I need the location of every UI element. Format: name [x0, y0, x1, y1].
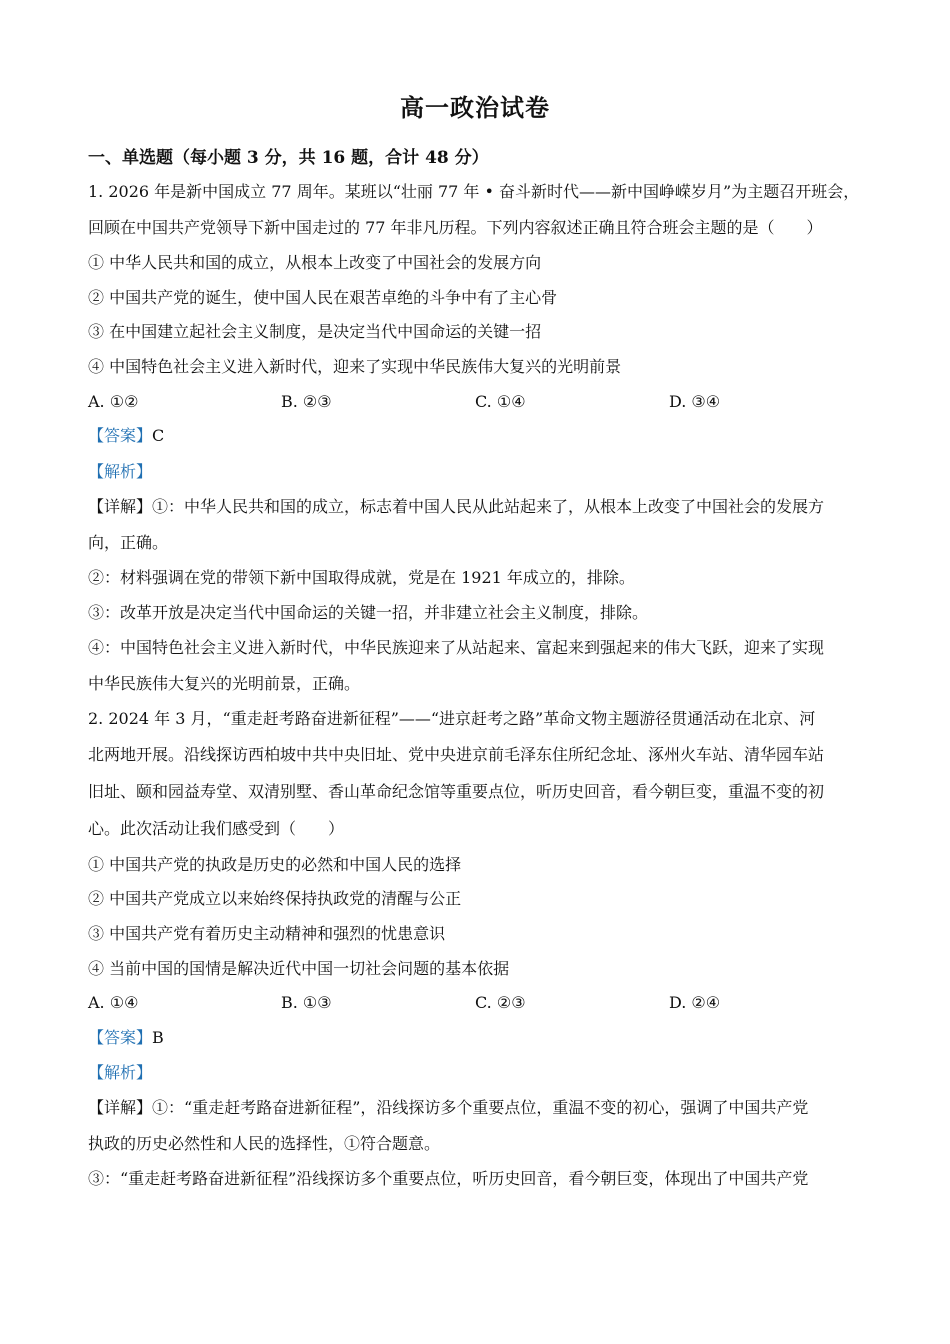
q1-detail-line-2: 向，正确。 [88, 533, 169, 552]
q1-analysis-tag [88, 460, 868, 484]
q2-detail-line-3: ③：“重走赶考路奋进新征程”沿线探访多个重要点位，听历史回音，看今朝巨变，体现出了中国共产党 [88, 1169, 809, 1188]
answer-tag: 【答案】 [88, 426, 153, 445]
q1-stem-line-1: 1. 2026 年是新中国成立 77 周年。某班以“壮丽 77 年 • 奋斗新时代——新中国峥嵘岁月”为主题召开班会， [88, 182, 860, 201]
q2-statement-2: ② 中国共产党成立以来始终保持执政党的清醒与公正 [88, 889, 462, 908]
q1-detail-line-3: ②：材料强调在党的带领下新中国取得成就，党是在 1921 年成立的，排除。 [88, 568, 635, 587]
q1-statement-2: ② 中国共产党的诞生，使中国人民在艰苦卓绝的斗争中有了主心骨 [88, 288, 558, 307]
q2-stem-line-2: 北两地开展。沿线探访西柏坡中共中央旧址、党中央进京前毛泽东住所纪念址、涿州火车站、清华园车站 [88, 745, 825, 764]
q1-detail-line-4: ③：改革开放是决定当代中国命运的关键一招，并非建立社会主义制度，排除。 [88, 603, 649, 622]
analysis-tag: 【解析】 [88, 1063, 153, 1082]
answer-value: C [152, 426, 165, 445]
q2-statement-4: ④ 当前中国的国情是解决近代中国一切社会问题的基本依据 [88, 959, 510, 978]
q1-detail-line-1 [88, 495, 868, 519]
detail-tag: 【详解】 [88, 497, 153, 516]
q1-option-d: D. ③④ [669, 392, 721, 411]
document-title: 高一政治试卷 [400, 93, 550, 122]
q2-option-a: A. ①④ [88, 993, 139, 1012]
answer-tag: 【答案】 [88, 1028, 153, 1047]
q2-option-c: C. ②③ [475, 993, 526, 1012]
q2-stem-line-1: 2. 2024 年 3 月，“重走赶考路奋进新征程”——“进京赶考之路”革命文物主题游径贯通活动在北京、河 [88, 709, 816, 728]
q1-detail-line-5: ④：中国特色社会主义进入新时代，中华民族迎来了从站起来、富起来到强起来的伟大飞跃，迎来了实现 [88, 638, 825, 657]
detail-tag: 【详解】 [88, 1098, 153, 1117]
q1-statement-1: ① 中华人民共和国的成立，从根本上改变了中国社会的发展方向 [88, 253, 542, 272]
q1-detail-line-6: 中华民族伟大复兴的光明前景，正确。 [88, 674, 361, 693]
q2-option-b: B. ①③ [281, 993, 332, 1012]
q2-statement-1: ① 中国共产党的执政是历史的必然和中国人民的选择 [88, 855, 462, 874]
analysis-tag: 【解析】 [88, 462, 153, 481]
q1-option-b: B. ②③ [281, 392, 332, 411]
section-heading: 一、单选题（每小题 3 分，共 16 题，合计 48 分） [88, 148, 489, 168]
detail-text: ①：“重走赶考路奋进新征程”，沿线探访多个重要点位，重温不变的初心，强调了中国共产党 [152, 1098, 809, 1117]
q2-stem-line-4: 心。此次活动让我们感受到（ ） [88, 819, 345, 838]
q1-answer [88, 424, 868, 448]
q2-statement-3: ③ 中国共产党有着历史主动精神和强烈的忧患意识 [88, 924, 446, 943]
q1-statement-3: ③ 在中国建立起社会主义制度，是决定当代中国命运的关键一招 [88, 322, 542, 341]
q1-option-c: C. ①④ [475, 392, 526, 411]
q2-stem-line-3: 旧址、颐和园益寿堂、双清别墅、香山革命纪念馆等重要点位，听历史回音，看今朝巨变，重温不变的初 [88, 782, 825, 801]
q1-stem-line-2: 回顾在中国共产党领导下新中国走过的 77 年非凡历程。下列内容叙述正确且符合班会主题的是（ ） [88, 218, 823, 237]
answer-value: B [152, 1028, 164, 1047]
q2-detail-line-2: 执政的历史必然性和人民的选择性，①符合题意。 [88, 1134, 441, 1153]
q2-answer [88, 1026, 868, 1050]
detail-text: ①：中华人民共和国的成立，标志着中国人民从此站起来了，从根本上改变了中国社会的发展方 [152, 497, 825, 516]
q2-analysis-tag [88, 1061, 868, 1085]
q2-detail-line-1 [88, 1096, 868, 1120]
q1-option-a: A. ①② [88, 392, 139, 411]
q1-statement-4: ④ 中国特色社会主义进入新时代，迎来了实现中华民族伟大复兴的光明前景 [88, 357, 622, 376]
q2-option-d: D. ②④ [669, 993, 721, 1012]
